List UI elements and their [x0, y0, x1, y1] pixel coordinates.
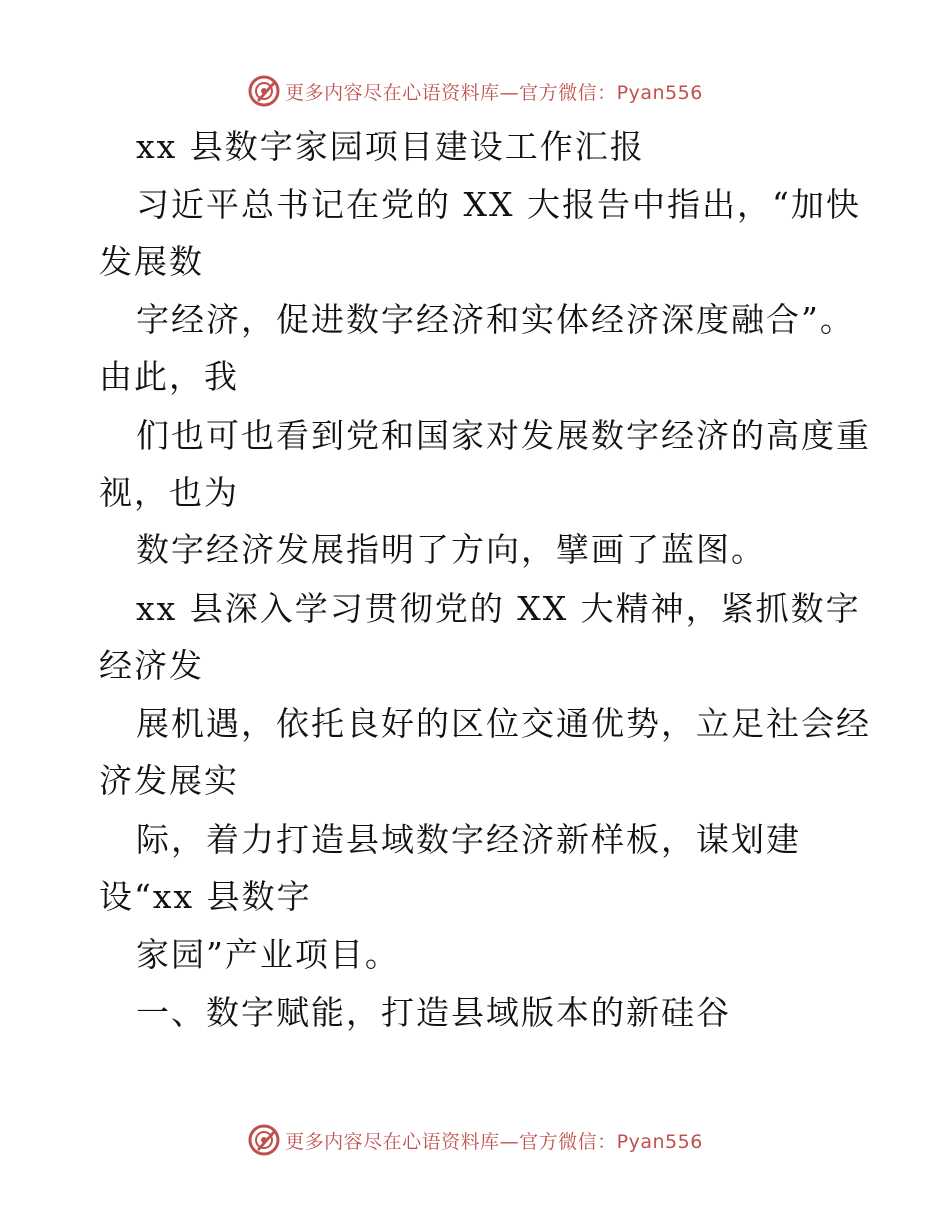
paragraph-line: 经济发 — [99, 646, 204, 685]
paragraph-line: 视，也为 — [99, 473, 239, 512]
paragraph-line: 家园”产业项目。 — [136, 935, 400, 974]
footer-watermark — [0, 1123, 950, 1157]
paragraph-line: 展机遇，依托良好的区位交通优势，立足社会经 — [136, 704, 871, 743]
paragraph-line: 际，着力打造县域数字经济新样板，谋划建 — [136, 820, 801, 859]
document-title: xx 县数字家园项目建设工作汇报 — [136, 127, 645, 166]
paragraph-line: xx 县深入学习贯彻党的 XX 大精神，紧抓数字 — [136, 589, 861, 628]
paragraph-line: 济发展实 — [99, 761, 239, 800]
paragraph-line: 设“xx 县数字 — [99, 877, 312, 916]
paragraph-line: 发展数 — [99, 242, 204, 281]
watermark-text: 更多内容尽在心语资料库—官方微信：Pyan556 — [285, 81, 703, 104]
paragraph-line: 数字经济发展指明了方向，擘画了蓝图。 — [136, 530, 766, 569]
header-watermark — [0, 74, 950, 108]
seal-logo-icon — [247, 1123, 281, 1157]
seal-logo-icon — [247, 74, 281, 108]
paragraph-line: 们也可也看到党和国家对发展数字经济的高度重 — [136, 416, 871, 455]
paragraph-line: 习近平总书记在党的 XX 大报告中指出，“加快 — [136, 185, 861, 224]
watermark-text: 更多内容尽在心语资料库—官方微信：Pyan556 — [285, 1130, 703, 1153]
paragraph-line: 由此，我 — [99, 357, 239, 396]
section-heading: 一、数字赋能，打造县域版本的新硅谷 — [136, 993, 731, 1032]
paragraph-line: 字经济，促进数字经济和实体经济深度融合”。 — [136, 300, 855, 339]
